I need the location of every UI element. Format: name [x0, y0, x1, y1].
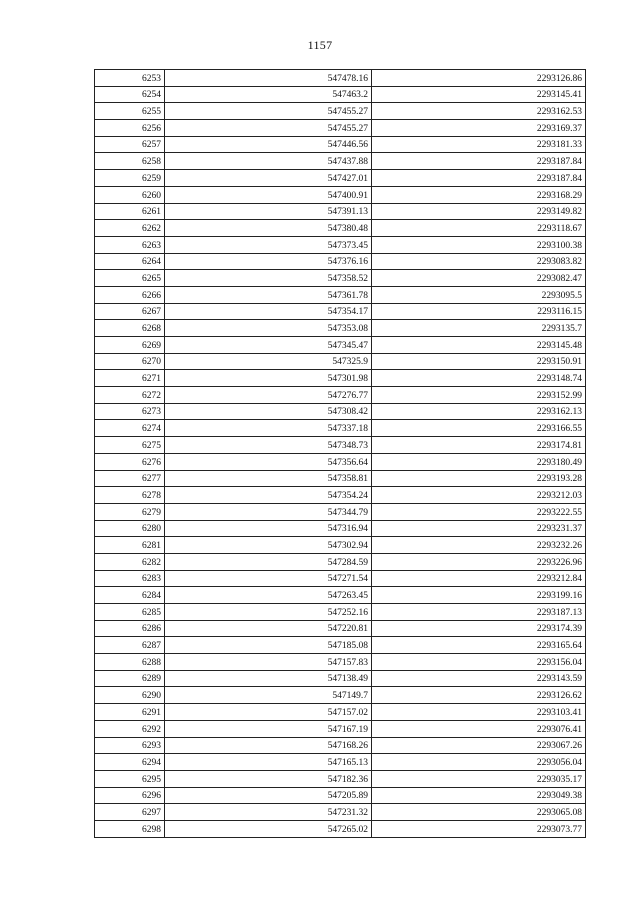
- x-coordinate-cell: 547182.36: [165, 770, 372, 787]
- y-coordinate-cell: 2293073.77: [372, 820, 586, 837]
- y-coordinate-cell: 2293103.41: [372, 704, 586, 721]
- table-row: [95, 153, 586, 170]
- point-id-cell: 6271: [95, 370, 165, 387]
- y-coordinate-cell: 2293152.99: [372, 387, 586, 404]
- table-row: [95, 787, 586, 804]
- y-coordinate-cell: 2293187.84: [372, 170, 586, 187]
- point-id-cell: 6282: [95, 553, 165, 570]
- table-row: [95, 487, 586, 504]
- table-row: [95, 754, 586, 771]
- point-id-cell: 6295: [95, 770, 165, 787]
- table-row: [95, 236, 586, 253]
- table-row: [95, 320, 586, 337]
- point-id-cell: 6268: [95, 320, 165, 337]
- y-coordinate-cell: 2293049.38: [372, 787, 586, 804]
- point-id-cell: 6283: [95, 570, 165, 587]
- y-coordinate-cell: 2293162.13: [372, 403, 586, 420]
- table-row: [95, 103, 586, 120]
- table-row: [95, 804, 586, 821]
- y-coordinate-cell: 2293232.26: [372, 537, 586, 554]
- table-row: [95, 553, 586, 570]
- x-coordinate-cell: 547337.18: [165, 420, 372, 437]
- y-coordinate-cell: 2293169.37: [372, 120, 586, 137]
- table-row: [95, 253, 586, 270]
- y-coordinate-cell: 2293212.03: [372, 487, 586, 504]
- y-coordinate-cell: 2293143.59: [372, 670, 586, 687]
- y-coordinate-cell: 2293187.13: [372, 604, 586, 621]
- point-id-cell: 6270: [95, 353, 165, 370]
- point-id-cell: 6285: [95, 604, 165, 621]
- point-id-cell: 6287: [95, 637, 165, 654]
- table-row: [95, 186, 586, 203]
- point-id-cell: 6292: [95, 720, 165, 737]
- table-row: [95, 370, 586, 387]
- x-coordinate-cell: 547400.91: [165, 186, 372, 203]
- x-coordinate-cell: 547380.48: [165, 220, 372, 237]
- page-number: 1157: [307, 38, 333, 52]
- point-id-cell: 6281: [95, 537, 165, 554]
- table-row: [95, 403, 586, 420]
- y-coordinate-cell: 2293187.84: [372, 153, 586, 170]
- x-coordinate-cell: 547376.16: [165, 253, 372, 270]
- y-coordinate-cell: 2293231.37: [372, 520, 586, 537]
- y-coordinate-cell: 2293181.33: [372, 136, 586, 153]
- x-coordinate-cell: 547437.88: [165, 153, 372, 170]
- table-row: [95, 687, 586, 704]
- point-id-cell: 6276: [95, 453, 165, 470]
- x-coordinate-cell: 547348.73: [165, 437, 372, 454]
- point-id-cell: 6286: [95, 620, 165, 637]
- point-id-cell: 6273: [95, 403, 165, 420]
- point-id-cell: 6298: [95, 820, 165, 837]
- y-coordinate-cell: 2293199.16: [372, 587, 586, 604]
- table-row: [95, 270, 586, 287]
- table-row: [95, 820, 586, 837]
- table-row: [95, 170, 586, 187]
- table-row: [95, 387, 586, 404]
- y-coordinate-cell: 2293035.17: [372, 770, 586, 787]
- x-coordinate-cell: 547157.02: [165, 704, 372, 721]
- x-coordinate-cell: 547185.08: [165, 637, 372, 654]
- y-coordinate-cell: 2293065.08: [372, 804, 586, 821]
- table-row: [95, 437, 586, 454]
- x-coordinate-cell: 547455.27: [165, 120, 372, 137]
- x-coordinate-cell: 547345.47: [165, 337, 372, 354]
- point-id-cell: 6260: [95, 186, 165, 203]
- x-coordinate-cell: 547344.79: [165, 503, 372, 520]
- x-coordinate-cell: 547354.24: [165, 487, 372, 504]
- table-row: [95, 637, 586, 654]
- table-row: [95, 604, 586, 621]
- table-row: [95, 420, 586, 437]
- y-coordinate-cell: 2293193.28: [372, 470, 586, 487]
- table-row: [95, 720, 586, 737]
- x-coordinate-cell: 547252.16: [165, 604, 372, 621]
- coordinate-table-body: [95, 70, 586, 838]
- table-row: [95, 770, 586, 787]
- point-id-cell: 6261: [95, 203, 165, 220]
- y-coordinate-cell: 2293116.15: [372, 303, 586, 320]
- x-coordinate-cell: 547231.32: [165, 804, 372, 821]
- x-coordinate-cell: 547284.59: [165, 553, 372, 570]
- coordinate-table: [94, 69, 586, 838]
- x-coordinate-cell: 547316.94: [165, 520, 372, 537]
- x-coordinate-cell: 547265.02: [165, 820, 372, 837]
- y-coordinate-cell: 2293150.91: [372, 353, 586, 370]
- x-coordinate-cell: 547157.83: [165, 654, 372, 671]
- y-coordinate-cell: 2293126.62: [372, 687, 586, 704]
- point-id-cell: 6284: [95, 587, 165, 604]
- y-coordinate-cell: 2293083.82: [372, 253, 586, 270]
- x-coordinate-cell: 547271.54: [165, 570, 372, 587]
- point-id-cell: 6279: [95, 503, 165, 520]
- table-row: [95, 203, 586, 220]
- table-row: [95, 220, 586, 237]
- y-coordinate-cell: 2293212.84: [372, 570, 586, 587]
- table-row: [95, 136, 586, 153]
- point-id-cell: 6267: [95, 303, 165, 320]
- x-coordinate-cell: 547446.56: [165, 136, 372, 153]
- y-coordinate-cell: 2293156.04: [372, 654, 586, 671]
- point-id-cell: 6288: [95, 654, 165, 671]
- table-row: [95, 537, 586, 554]
- table-row: [95, 470, 586, 487]
- y-coordinate-cell: 2293149.82: [372, 203, 586, 220]
- y-coordinate-cell: 2293166.55: [372, 420, 586, 437]
- point-id-cell: 6266: [95, 286, 165, 303]
- table-row: [95, 520, 586, 537]
- point-id-cell: 6297: [95, 804, 165, 821]
- table-row: [95, 570, 586, 587]
- x-coordinate-cell: 547325.9: [165, 353, 372, 370]
- x-coordinate-cell: 547354.17: [165, 303, 372, 320]
- point-id-cell: 6296: [95, 787, 165, 804]
- point-id-cell: 6272: [95, 387, 165, 404]
- y-coordinate-cell: 2293174.39: [372, 620, 586, 637]
- point-id-cell: 6291: [95, 704, 165, 721]
- x-coordinate-cell: 547463.2: [165, 86, 372, 103]
- table-row: [95, 120, 586, 137]
- x-coordinate-cell: 547373.45: [165, 236, 372, 253]
- table-row: [95, 670, 586, 687]
- point-id-cell: 6289: [95, 670, 165, 687]
- point-id-cell: 6263: [95, 236, 165, 253]
- x-coordinate-cell: 547301.98: [165, 370, 372, 387]
- x-coordinate-cell: 547167.19: [165, 720, 372, 737]
- table-row: [95, 353, 586, 370]
- x-coordinate-cell: 547263.45: [165, 587, 372, 604]
- point-id-cell: 6290: [95, 687, 165, 704]
- table-row: [95, 86, 586, 103]
- point-id-cell: 6269: [95, 337, 165, 354]
- x-coordinate-cell: 547358.81: [165, 470, 372, 487]
- y-coordinate-cell: 2293095.5: [372, 286, 586, 303]
- point-id-cell: 6259: [95, 170, 165, 187]
- x-coordinate-cell: 547361.78: [165, 286, 372, 303]
- x-coordinate-cell: 547353.08: [165, 320, 372, 337]
- point-id-cell: 6255: [95, 103, 165, 120]
- table-row: [95, 453, 586, 470]
- point-id-cell: 6258: [95, 153, 165, 170]
- table-row: [95, 654, 586, 671]
- x-coordinate-cell: 547149.7: [165, 687, 372, 704]
- x-coordinate-cell: 547391.13: [165, 203, 372, 220]
- point-id-cell: 6274: [95, 420, 165, 437]
- table-row: [95, 70, 586, 87]
- y-coordinate-cell: 2293174.81: [372, 437, 586, 454]
- point-id-cell: 6278: [95, 487, 165, 504]
- x-coordinate-cell: 547165.13: [165, 754, 372, 771]
- point-id-cell: 6262: [95, 220, 165, 237]
- y-coordinate-cell: 2293082.47: [372, 270, 586, 287]
- table-row: [95, 620, 586, 637]
- table-row: [95, 337, 586, 354]
- x-coordinate-cell: 547478.16: [165, 70, 372, 87]
- x-coordinate-cell: 547302.94: [165, 537, 372, 554]
- y-coordinate-cell: 2293162.53: [372, 103, 586, 120]
- y-coordinate-cell: 2293076.41: [372, 720, 586, 737]
- y-coordinate-cell: 2293067.26: [372, 737, 586, 754]
- x-coordinate-cell: 547220.81: [165, 620, 372, 637]
- point-id-cell: 6256: [95, 120, 165, 137]
- point-id-cell: 6254: [95, 86, 165, 103]
- point-id-cell: 6277: [95, 470, 165, 487]
- x-coordinate-cell: 547276.77: [165, 387, 372, 404]
- point-id-cell: 6253: [95, 70, 165, 87]
- y-coordinate-cell: 2293145.41: [372, 86, 586, 103]
- y-coordinate-cell: 2293180.49: [372, 453, 586, 470]
- point-id-cell: 6294: [95, 754, 165, 771]
- y-coordinate-cell: 2293126.86: [372, 70, 586, 87]
- table-row: [95, 587, 586, 604]
- point-id-cell: 6280: [95, 520, 165, 537]
- y-coordinate-cell: 2293165.64: [372, 637, 586, 654]
- point-id-cell: 6265: [95, 270, 165, 287]
- point-id-cell: 6264: [95, 253, 165, 270]
- x-coordinate-cell: 547168.26: [165, 737, 372, 754]
- y-coordinate-cell: 2293226.96: [372, 553, 586, 570]
- x-coordinate-cell: 547138.49: [165, 670, 372, 687]
- table-row: [95, 704, 586, 721]
- x-coordinate-cell: 547427.01: [165, 170, 372, 187]
- y-coordinate-cell: 2293056.04: [372, 754, 586, 771]
- y-coordinate-cell: 2293135.7: [372, 320, 586, 337]
- table-row: [95, 286, 586, 303]
- x-coordinate-cell: 547308.42: [165, 403, 372, 420]
- point-id-cell: 6293: [95, 737, 165, 754]
- y-coordinate-cell: 2293145.48: [372, 337, 586, 354]
- x-coordinate-cell: 547205.89: [165, 787, 372, 804]
- y-coordinate-cell: 2293168.29: [372, 186, 586, 203]
- y-coordinate-cell: 2293148.74: [372, 370, 586, 387]
- table-row: [95, 737, 586, 754]
- point-id-cell: 6275: [95, 437, 165, 454]
- table-row: [95, 503, 586, 520]
- y-coordinate-cell: 2293100.38: [372, 236, 586, 253]
- y-coordinate-cell: 2293118.67: [372, 220, 586, 237]
- y-coordinate-cell: 2293222.55: [372, 503, 586, 520]
- x-coordinate-cell: 547358.52: [165, 270, 372, 287]
- x-coordinate-cell: 547356.64: [165, 453, 372, 470]
- point-id-cell: 6257: [95, 136, 165, 153]
- x-coordinate-cell: 547455.27: [165, 103, 372, 120]
- table-row: [95, 303, 586, 320]
